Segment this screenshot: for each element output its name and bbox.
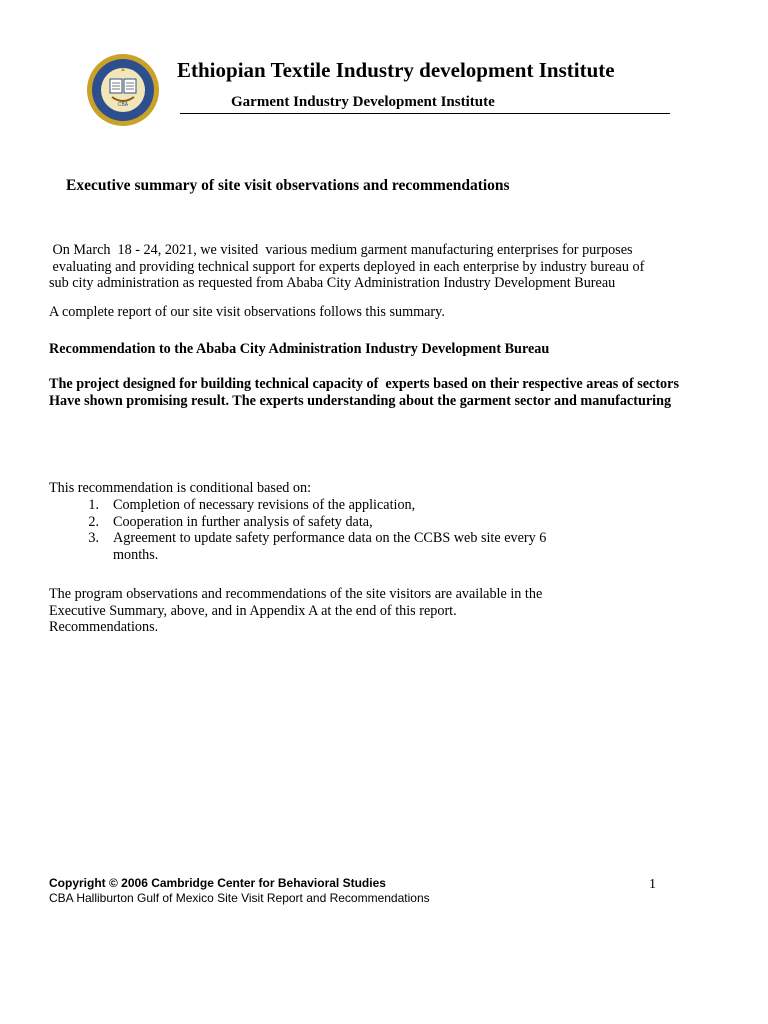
intro-line: On March 18 - 24, 2021, we visited various medium garment manufacturing enterprises for purposes	[49, 242, 633, 258]
list-item	[49, 514, 546, 531]
recommendation-heading: Recommendation to the Ababa City Administration Industry Development Bureau	[49, 341, 550, 357]
conditions-list	[49, 497, 546, 563]
summary-heading: Executive summary of site visit observations and recommendations	[66, 177, 510, 194]
copyright-text: Copyright © 2006 Cambridge Center for Behavioral Studies	[49, 876, 386, 890]
list-text: Cooperation in further analysis of safety data,	[113, 513, 373, 530]
institute-logo	[86, 53, 160, 127]
document-subtitle: Garment Industry Development Institute	[231, 94, 495, 110]
closing-paragraph	[49, 586, 542, 636]
list-text: Agreement to update safety performance data on the CCBS web site every 6	[113, 530, 547, 546]
page-number: 1	[649, 877, 656, 892]
document-title: Ethiopian Textile Industry development Institute	[177, 58, 615, 82]
complete-report-text: A complete report of our site visit observations follows this summary.	[49, 304, 445, 320]
list-item	[49, 530, 546, 547]
intro-line: evaluating and providing technical support for experts deployed in each enterprise by industry bureau of	[49, 258, 645, 275]
recommendation-line: Have shown promising result. The experts understanding about the garment sector and manufacturing	[49, 392, 672, 409]
closing-line: Recommendations.	[49, 619, 159, 635]
logo-text: CBA	[117, 102, 129, 108]
conditional-intro: This recommendation is conditional based on:	[49, 480, 312, 496]
list-number	[49, 547, 99, 564]
recommendation-paragraph	[49, 376, 679, 409]
list-number: 3.	[88, 530, 99, 546]
recommendation-line: The project designed for building technical capacity of experts based on their respective areas of sectors	[49, 376, 679, 392]
list-number: 2.	[88, 513, 99, 530]
list-number: 1.	[88, 497, 99, 513]
closing-line: The program observations and recommendations of the site visitors are available in the	[49, 586, 543, 602]
list-text: months.	[113, 546, 159, 563]
list-text: Completion of necessary revisions of the application,	[113, 497, 416, 513]
list-item	[49, 497, 546, 514]
list-item	[49, 547, 546, 564]
report-title-footer: CBA Halliburton Gulf of Mexico Site Visit Report and Recommendations	[49, 891, 430, 905]
intro-paragraph	[49, 242, 644, 292]
intro-line: sub city administration as requested from Ababa City Administration Industry Development Bureau	[49, 275, 616, 291]
closing-line: Executive Summary, above, and in Appendix A at the end of this report.	[49, 602, 457, 619]
header-divider	[180, 113, 670, 114]
logo-seal-icon	[86, 53, 160, 127]
